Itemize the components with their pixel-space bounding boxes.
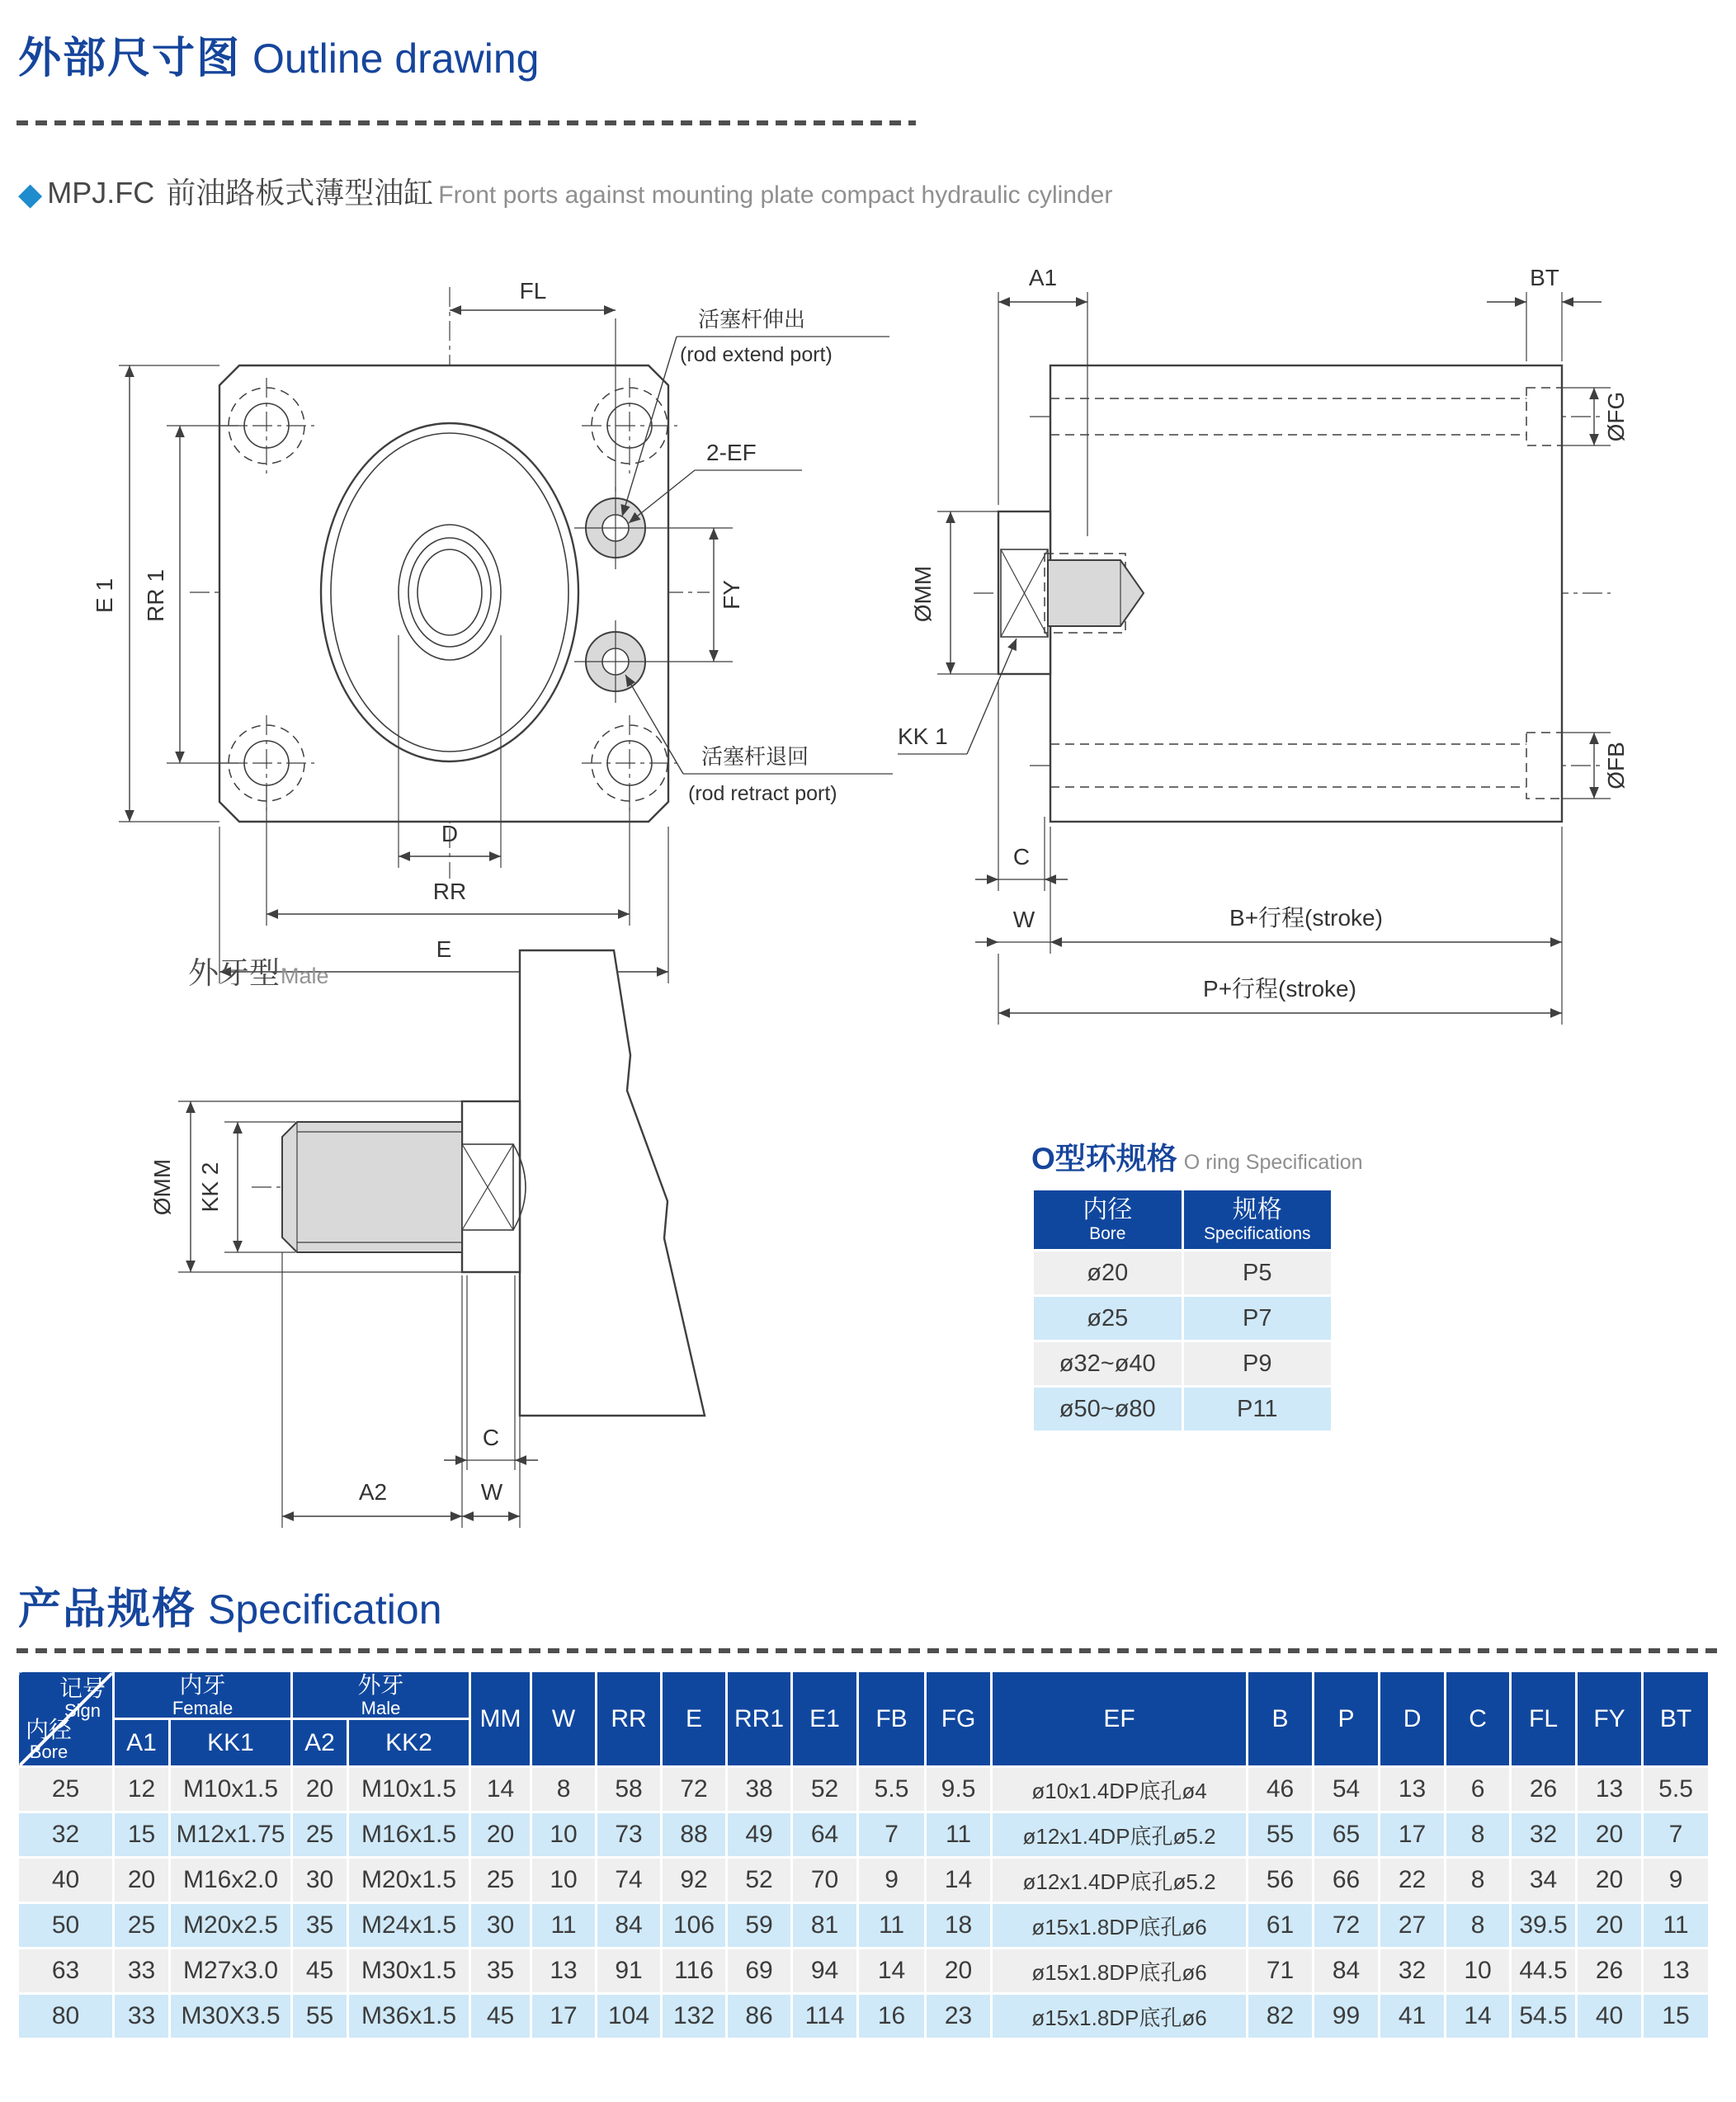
col-header-c: C <box>1446 1671 1511 1767</box>
dimension-kk2 <box>197 1122 295 1252</box>
spec-cell: 50 <box>18 1903 114 1949</box>
male-view-title-cn: 外牙型 <box>188 956 280 990</box>
dim-label-c: C <box>1012 844 1031 870</box>
oring-title-cn: O型环规格 <box>1031 1142 1177 1176</box>
spec-table <box>17 1670 1710 2040</box>
spec-cell: 14 <box>470 1767 531 1812</box>
dim-label-rr: RR <box>432 879 467 904</box>
spec-cell: 33 <box>114 1949 170 1994</box>
spec-cell: 14 <box>926 1858 992 1903</box>
spec-cell: 64 <box>792 1812 858 1858</box>
spec-cell: 55 <box>292 1994 348 2039</box>
spec-cell: 84 <box>597 1903 662 1949</box>
spec-cell: 58 <box>597 1767 662 1812</box>
spec-cell: 52 <box>792 1767 858 1812</box>
spec-cell: 69 <box>727 1949 792 1994</box>
spec-cell: 16 <box>858 1994 926 2039</box>
spec-cell: 38 <box>727 1767 792 1812</box>
oring-cell: P5 <box>1182 1251 1333 1296</box>
col-header-fy: FY <box>1577 1671 1643 1767</box>
spec-cell: 20 <box>1577 1903 1643 1949</box>
dim-label-fy: FY <box>719 580 744 610</box>
spec-cell: 23 <box>926 1994 992 2039</box>
spec-cell: ø10x1.4DP底孔ø4 <box>992 1767 1248 1812</box>
spec-cell: 65 <box>1314 1812 1380 1858</box>
page-title-en: Outline drawing <box>252 35 540 82</box>
spec-cell: 94 <box>792 1949 858 1994</box>
oring-cell: ø20 <box>1033 1251 1183 1296</box>
dimension-bt <box>1487 265 1602 361</box>
spec-cell: 22 <box>1380 1858 1446 1903</box>
oring-row <box>1033 1341 1333 1387</box>
spec-cell: M20x1.5 <box>348 1858 470 1903</box>
spec-cell: 34 <box>1511 1858 1577 1903</box>
spec-cell: 12 <box>114 1767 170 1812</box>
spec-cell: 72 <box>1314 1903 1380 1949</box>
product-name-cn: 前油路板式薄型油缸 <box>166 176 434 210</box>
spec-cell: 86 <box>727 1994 792 2039</box>
spec-cell: 9.5 <box>926 1767 992 1812</box>
threaded-stud <box>282 1122 462 1252</box>
front-view-drawing <box>74 239 899 990</box>
spec-cell: 70 <box>792 1858 858 1903</box>
spec-cell: 66 <box>1314 1858 1380 1903</box>
spec-cell: 63 <box>18 1949 114 1994</box>
dim-label-d: D <box>441 821 459 846</box>
spec-cell: M10x1.5 <box>348 1767 470 1812</box>
spec-cell: 74 <box>597 1858 662 1903</box>
spec-cell: 33 <box>114 1994 170 2039</box>
oring-cell: ø25 <box>1033 1296 1183 1341</box>
dim-label-p-stroke: P+行程(stroke) <box>1203 976 1356 1002</box>
spec-cell: 14 <box>858 1949 926 1994</box>
corner-header-cell: 记号 Sign 内径 Bore <box>18 1671 114 1767</box>
spec-cell: 30 <box>470 1903 531 1949</box>
spec-cell: 11 <box>858 1903 926 1949</box>
spec-cell: 61 <box>1248 1903 1314 1949</box>
table-row <box>18 1812 1710 1858</box>
spec-cell: 13 <box>531 1949 597 1994</box>
spec-cell: 71 <box>1248 1949 1314 1994</box>
dim-label-c2: C <box>482 1425 500 1450</box>
spec-cell: 18 <box>926 1903 992 1949</box>
sub-header-kk1: KK1 <box>170 1719 292 1767</box>
dim-label-kk2: KK 2 <box>197 1162 223 1213</box>
spec-cell: 26 <box>1577 1949 1643 1994</box>
spec-cell: 82 <box>1248 1994 1314 2039</box>
table-row <box>18 1903 1710 1949</box>
spec-cell: M30x1.5 <box>348 1949 470 1994</box>
spec-cell: 13 <box>1643 1949 1710 1994</box>
spec-cell: 35 <box>292 1903 348 1949</box>
rod-end <box>1001 549 1144 637</box>
dim-label-kk1: KK 1 <box>898 723 948 749</box>
spec-cell: 91 <box>597 1949 662 1994</box>
spec-cell: 25 <box>470 1858 531 1903</box>
spec-cell: 46 <box>1248 1767 1314 1812</box>
spec-cell: 11 <box>1643 1903 1710 1949</box>
spec-cell: 8 <box>1446 1812 1511 1858</box>
dimension-p <box>998 954 1562 1025</box>
oring-cell: ø32~ø40 <box>1033 1341 1183 1387</box>
spec-cell: M24x1.5 <box>348 1903 470 1949</box>
spec-cell: 5.5 <box>858 1767 926 1812</box>
spec-title-en: Specification <box>208 1586 442 1633</box>
spec-cell: 10 <box>531 1812 597 1858</box>
oring-table <box>1031 1188 1333 1433</box>
spec-cell: 11 <box>531 1903 597 1949</box>
dim-label-mm2: ØMM <box>149 1158 175 1216</box>
callout-retract-cn: 活塞杆退回 <box>701 744 809 769</box>
spec-cell: M16x2.0 <box>170 1858 292 1903</box>
col-header-b: B <box>1248 1671 1314 1767</box>
spec-cell: 10 <box>531 1858 597 1903</box>
oring-cell: P9 <box>1182 1341 1333 1387</box>
table-row <box>18 1767 1710 1812</box>
spec-cell: 39.5 <box>1511 1903 1577 1949</box>
dim-label-fl: FL <box>519 278 547 304</box>
dim-label-e1: E 1 <box>92 577 117 614</box>
spec-cell: M20x2.5 <box>170 1903 292 1949</box>
col-header-fg: FG <box>926 1671 992 1767</box>
spec-cell: ø12x1.4DP底孔ø5.2 <box>992 1858 1248 1903</box>
spec-cell: 114 <box>792 1994 858 2039</box>
spec-cell: ø15x1.8DP底孔ø6 <box>992 1994 1248 2039</box>
spec-cell: 73 <box>597 1812 662 1858</box>
dim-label-bt: BT <box>1530 265 1559 290</box>
spec-cell: 7 <box>1643 1812 1710 1858</box>
dim-label-fg: ØFG <box>1603 391 1629 442</box>
spec-cell: 59 <box>727 1903 792 1949</box>
spec-cell: 27 <box>1380 1903 1446 1949</box>
spec-cell: M30X3.5 <box>170 1994 292 2039</box>
dim-label-rr1: RR 1 <box>143 569 168 622</box>
spec-cell: 5.5 <box>1643 1767 1710 1812</box>
callout-extend-cn: 活塞杆伸出 <box>698 307 806 332</box>
dimension-fy <box>714 528 744 662</box>
diamond-icon: ◆ <box>18 177 43 212</box>
table-row <box>18 1949 1710 1994</box>
oring-header-spec: 规格 Specifications <box>1182 1190 1333 1251</box>
spec-cell: 9 <box>1643 1858 1710 1903</box>
spec-header-row-1 <box>18 1671 1710 1719</box>
spec-cell: 56 <box>1248 1858 1314 1903</box>
page-title <box>18 23 539 85</box>
spec-cell: 26 <box>1511 1767 1577 1812</box>
dimension-w-b <box>975 827 1562 954</box>
oring-row <box>1033 1251 1333 1296</box>
dim-label-b-stroke: B+行程(stroke) <box>1229 905 1383 931</box>
col-header-e: E <box>662 1671 727 1767</box>
spec-table-wrap <box>17 1670 1708 2040</box>
male-thread-drawing <box>116 924 759 1551</box>
dim-label-a2: A2 <box>358 1479 388 1505</box>
oring-cell: P7 <box>1182 1296 1333 1341</box>
spec-cell: 80 <box>18 1994 114 2039</box>
spec-cell: 15 <box>1643 1994 1710 2039</box>
spec-table-body <box>18 1767 1710 2039</box>
spec-cell: 13 <box>1380 1767 1446 1812</box>
spec-cell: 54.5 <box>1511 1994 1577 2039</box>
spec-cell: 44.5 <box>1511 1949 1577 1994</box>
spec-cell: 10 <box>1446 1949 1511 1994</box>
col-header-rr1: RR1 <box>727 1671 792 1767</box>
col-header-mm: MM <box>470 1671 531 1767</box>
dim-label-fb: ØFB <box>1603 742 1629 789</box>
oring-cell: P11 <box>1182 1387 1333 1432</box>
table-row <box>18 1858 1710 1903</box>
oring-header-bore: 内径 Bore <box>1033 1190 1183 1251</box>
spec-cell: 40 <box>1577 1994 1643 2039</box>
sub-header-a2: A2 <box>292 1719 348 1767</box>
dashed-divider <box>17 120 916 125</box>
spec-cell: 116 <box>662 1949 727 1994</box>
oring-row <box>1033 1387 1333 1432</box>
spec-cell: 17 <box>1380 1812 1446 1858</box>
col-header-fl: FL <box>1511 1671 1577 1767</box>
spec-cell: 81 <box>792 1903 858 1949</box>
spec-cell: 8 <box>1446 1903 1511 1949</box>
product-model: MPJ.FC <box>47 176 155 210</box>
spec-cell: M27x3.0 <box>170 1949 292 1994</box>
spec-cell: 20 <box>114 1858 170 1903</box>
spec-cell: 20 <box>1577 1812 1643 1858</box>
spec-cell: 45 <box>292 1949 348 1994</box>
page-title-cn: 外部尺寸图 <box>18 35 242 82</box>
dashed-divider <box>17 1648 1719 1653</box>
dim-label-w2: W <box>480 1479 503 1505</box>
spec-cell: 106 <box>662 1903 727 1949</box>
oring-title <box>1031 1133 1363 1178</box>
col-header-bt: BT <box>1643 1671 1710 1767</box>
spec-cell: 49 <box>727 1812 792 1858</box>
col-header-rr: RR <box>597 1671 662 1767</box>
product-subtitle <box>18 170 1112 213</box>
callout-extend-en: (rod extend port) <box>680 343 833 366</box>
side-view-drawing <box>891 239 1716 1031</box>
oring-row <box>1033 1296 1333 1341</box>
dim-label-e: E <box>436 936 452 962</box>
spec-section-title <box>18 1574 442 1636</box>
spec-cell: 20 <box>1577 1858 1643 1903</box>
group-header-male: 外牙 Male <box>292 1671 470 1719</box>
spec-cell: M36x1.5 <box>348 1994 470 2039</box>
table-row <box>18 1994 1710 2039</box>
spec-cell: 84 <box>1314 1949 1380 1994</box>
spec-cell: 8 <box>1446 1858 1511 1903</box>
callout-2ef: 2-EF <box>706 440 757 465</box>
spec-cell: 13 <box>1577 1767 1643 1812</box>
spec-cell: 25 <box>18 1767 114 1812</box>
spec-cell: 45 <box>470 1994 531 2039</box>
oring-spec-section <box>1031 1133 1363 1433</box>
spec-cell: 14 <box>1446 1994 1511 2039</box>
spec-cell: 104 <box>597 1994 662 2039</box>
spec-cell: 55 <box>1248 1812 1314 1858</box>
spec-cell: 8 <box>531 1767 597 1812</box>
spec-cell: 25 <box>114 1903 170 1949</box>
spec-cell: 15 <box>114 1812 170 1858</box>
spec-cell: 9 <box>858 1858 926 1903</box>
spec-cell: 20 <box>292 1767 348 1812</box>
dim-label-mm: ØMM <box>910 565 936 623</box>
spec-cell: ø15x1.8DP底孔ø6 <box>992 1949 1248 1994</box>
group-header-female: 内牙 Female <box>114 1671 292 1719</box>
spec-cell: 32 <box>1511 1812 1577 1858</box>
col-header-ef: EF <box>992 1671 1248 1767</box>
spec-cell: 6 <box>1446 1767 1511 1812</box>
spec-cell: ø15x1.8DP底孔ø6 <box>992 1903 1248 1949</box>
product-name-en: Front ports against mounting plate compact hydraulic cylinder <box>438 181 1113 209</box>
col-header-d: D <box>1380 1671 1446 1767</box>
spec-cell: 54 <box>1314 1767 1380 1812</box>
spec-title-cn: 产品规格 <box>18 1586 197 1633</box>
spec-cell: 52 <box>727 1858 792 1903</box>
spec-cell: 20 <box>926 1949 992 1994</box>
spec-cell: 92 <box>662 1858 727 1903</box>
sub-header-a1: A1 <box>114 1719 170 1767</box>
mounting-plate-section <box>520 950 705 1416</box>
spec-cell: M10x1.5 <box>170 1767 292 1812</box>
spec-cell: 7 <box>858 1812 926 1858</box>
col-header-fb: FB <box>858 1671 926 1767</box>
spec-cell: 35 <box>470 1949 531 1994</box>
spec-cell: M16x1.5 <box>348 1812 470 1858</box>
dim-label-a1: A1 <box>1028 265 1058 290</box>
spec-cell: 20 <box>470 1812 531 1858</box>
col-header-e1: E1 <box>792 1671 858 1767</box>
spec-cell: 132 <box>662 1994 727 2039</box>
spec-cell: 41 <box>1380 1994 1446 2039</box>
spec-cell: M12x1.75 <box>170 1812 292 1858</box>
dimension-a2-w <box>282 1252 520 1528</box>
sub-header-kk2: KK2 <box>348 1719 470 1767</box>
col-header-p: P <box>1314 1671 1380 1767</box>
spec-cell: 72 <box>662 1767 727 1812</box>
dim-label-w: W <box>1012 907 1035 932</box>
spec-cell: 99 <box>1314 1994 1380 2039</box>
spec-cell: ø12x1.4DP底孔ø5.2 <box>992 1812 1248 1858</box>
spec-cell: 40 <box>18 1858 114 1903</box>
spec-cell: 30 <box>292 1858 348 1903</box>
spec-cell: 17 <box>531 1994 597 2039</box>
male-view-title-en: Male <box>281 964 329 988</box>
oring-table-body <box>1033 1251 1333 1432</box>
callout-retract-en: (rod retract port) <box>688 782 837 805</box>
col-header-w: W <box>531 1671 597 1767</box>
oring-header-row <box>1033 1190 1333 1251</box>
spec-cell: 11 <box>926 1812 992 1858</box>
spec-cell: 32 <box>1380 1949 1446 1994</box>
spec-cell: 88 <box>662 1812 727 1858</box>
spec-cell: 32 <box>18 1812 114 1858</box>
spec-cell: 25 <box>292 1812 348 1858</box>
oring-cell: ø50~ø80 <box>1033 1387 1183 1432</box>
oring-title-en: O ring Specification <box>1183 1151 1363 1174</box>
